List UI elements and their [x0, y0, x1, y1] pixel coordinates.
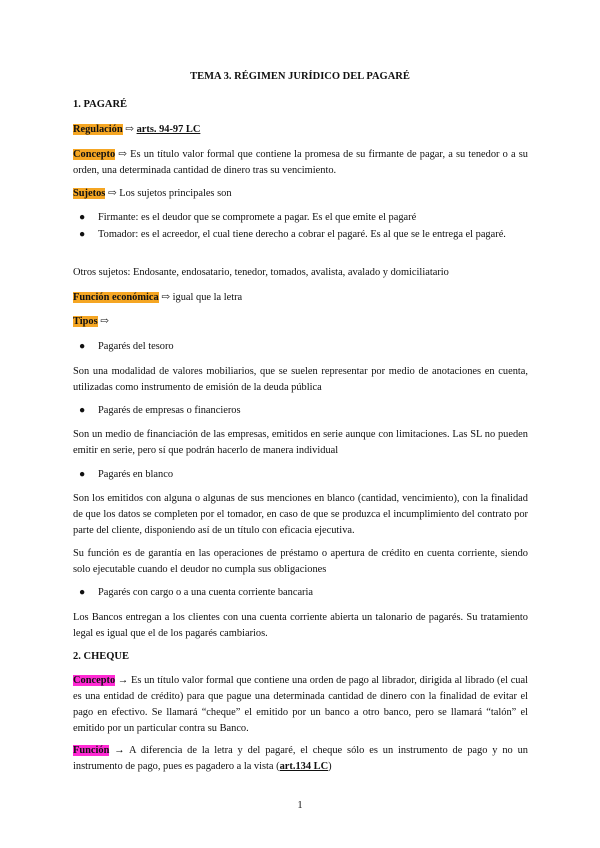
- tipos-list-blanco: [73, 467, 528, 484]
- arrow-icon: ⇨: [105, 188, 120, 199]
- section-heading-pagare: 1. PAGARÉ: [73, 99, 128, 110]
- tipos-list-tesoro: [73, 339, 528, 356]
- concepto-text: Es un título valor formal que contiene la promesa de su firmante de pagar, a su tenedor o a su orden, una determinada cantidad de dinero tras su vencimiento.: [73, 149, 528, 176]
- bullet-icon: ●: [79, 587, 86, 598]
- empresas-description: Son un medio de financiación de las empresas, emitidos en serie aunque con limitaciones. Las SL no pueden emitir en serie, pero sí que podrán hacerlo de manera individual: [73, 429, 528, 456]
- blanco-description-1: Son los emitidos con alguna o algunas de sus menciones en blanco (cantidad, vencimiento), con la finalidad de que los datos se completen por el tomador, en caso de que se produzca el incumplimiento del contrato por parte del cliente, disponiendo así de un título con eficacia ejecutiva.: [73, 493, 528, 536]
- sujetos-paragraph: [73, 186, 528, 202]
- concepto-label: Concepto: [73, 149, 116, 160]
- funcion-economica-label: Función económica: [73, 292, 159, 303]
- document-title: TEMA 3. RÉGIMEN JURÍDICO DEL PAGARÉ: [190, 71, 410, 82]
- arrow-icon: ⇨: [158, 292, 173, 303]
- list-item: ● Pagarés con cargo o a una cuenta corriente bancaria: [73, 585, 528, 601]
- cheque-concepto-label: Concepto: [73, 675, 116, 686]
- sujetos-label: Sujetos: [73, 188, 106, 199]
- arrow-right-icon: →: [109, 745, 129, 756]
- list-item: ● Tomador: es el acreedor, el cual tiene derecho a cobrar el pagaré. Es al que se le entrega el pagaré.: [73, 227, 528, 243]
- cargo-description: Los Bancos entregan a los clientes con una cuenta corriente abierta un talonario de pagarés. Su tratamiento legal es igual que el de los pagarés cambiarios.: [73, 612, 528, 639]
- regulacion-paragraph: [73, 122, 528, 138]
- cheque-concepto-paragraph: [73, 673, 528, 737]
- sujetos-text: Los sujetos principales son: [119, 188, 232, 199]
- otros-sujetos-paragraph: Otros sujetos: Endosante, endosatario, tenedor, tomados, avalista, avalado y domiciliatario: [73, 267, 449, 278]
- concepto-paragraph: [73, 147, 528, 179]
- blanco-description-2: Su función es de garantía en las operaciones de préstamo o apertura de crédito en cuenta corriente, siendo solo ejecutable cuando el deudor no cumpla sus obligaciones: [73, 548, 528, 575]
- arrow-icon: ⇨: [97, 316, 109, 327]
- list-item: ● Pagarés en blanco: [73, 467, 528, 483]
- cheque-funcion-label: Función: [73, 745, 110, 756]
- bullet-icon: ●: [79, 341, 86, 352]
- funcion-economica-text: igual que la letra: [172, 292, 243, 303]
- section-heading-cheque: 2. CHEQUE: [73, 651, 130, 662]
- tipos-list-cargo: [73, 585, 528, 602]
- cheque-funcion-text: A diferencia de la letra y del pagaré, el cheque sólo es un instrumento de pago y no un instrumento de pago, pues es pagadero a la vista (: [73, 745, 528, 772]
- arrow-right-icon: →: [115, 675, 131, 686]
- tipos-label: Tipos: [73, 316, 98, 327]
- page-number: 1: [297, 800, 303, 811]
- bullet-icon: ●: [79, 229, 86, 240]
- list-item: ● Firmante: es el deudor que se compromete a pagar. Es el que emite el pagaré: [73, 210, 528, 226]
- funcion-economica-paragraph: [73, 290, 528, 306]
- bullet-icon: ●: [79, 405, 86, 416]
- arrow-icon: ⇨: [122, 124, 137, 135]
- bullet-icon: ●: [79, 212, 86, 223]
- regulacion-label: Regulación: [73, 124, 123, 135]
- arrow-icon: ⇨: [115, 149, 131, 160]
- tipos-paragraph: [73, 314, 528, 330]
- tesoro-description: Son una modalidad de valores mobiliarios, que se suelen representar por medio de anotaciones en cuenta, utilizadas como instrumento de emisión de la deuda pública: [73, 366, 528, 393]
- list-item: ● Pagarés de empresas o financieros: [73, 403, 528, 419]
- bullet-icon: ●: [79, 469, 86, 480]
- list-item: ● Pagarés del tesoro: [73, 339, 528, 355]
- sujetos-list: [73, 210, 528, 244]
- cheque-concepto-text: Es un título valor formal que contiene una orden de pago al librador, dirigida al librado (el cual es una entidad de crédito) para que pague una determinada cantidad de dinero con la finalidad de evitar el pago en efectivo. Se llamará “cheque” el emitido por un banco a otro banco, pero se llamará “talón” el emitido por un particular contra su Banco.: [73, 675, 528, 734]
- cheque-funcion-paragraph: Función → A diferencia de la letra y del pagaré, el cheque sólo es un instrumento de pago y no un instrumento de pago, pues es pagadero a la vista (art.134 LC): [73, 745, 528, 772]
- tipos-list-empresas: [73, 403, 528, 420]
- regulacion-ref: arts. 94-97 LC: [136, 124, 201, 135]
- cheque-funcion-ref: art.134 LC: [279, 761, 329, 772]
